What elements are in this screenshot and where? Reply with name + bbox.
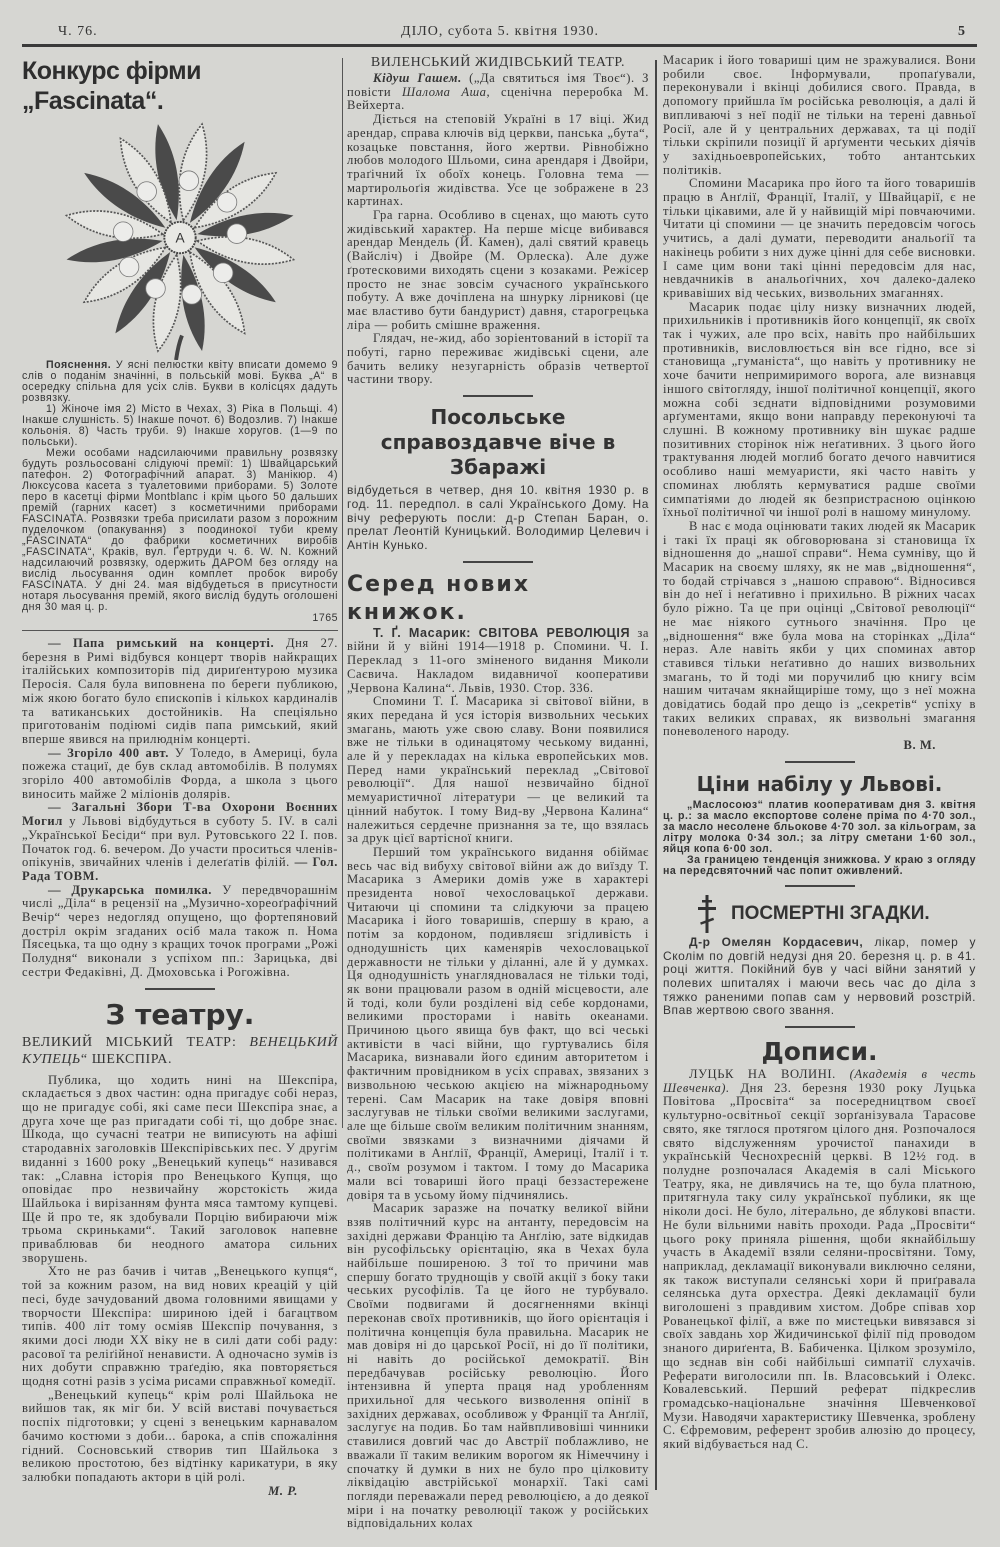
review-paragraph: Хто не раз бачив і читав „Венецького купця“, той за кожним разом, на вид нових креацій у цій песі, буде зачудований двома головними явищами у творчости Шекспіра: шириною ідей і багацтвом типів. 400 літ тому осміяв Шекспір почування, з якими досі люди XX віку не в силі дати собі раду: расової та реліґійної ненависти. А одночасно зумів із них добути справжню траґедію, яка повторяється щодня сотні разів з усіма рисами справжньої комедії. xyxy=(22,1264,338,1389)
review-paragraph: Перший том українського видання обіймає весь час від вибуху світової війни аж до виїзду Т. Масарика з Америки домів уже в характері президента нової чехословацької держави. Читаючи ці спомини та слідкуючи за працею Масарика і його товаришів, спершу в краю, а потім за кордоном, подивляєш згідливість і однодушність цих каменярів чехословацької державности не тільки у діланні, але й у думках. Ця однодушність унаглядновалася не тільки тоді, як вони працювали разом в одній місцевости, але й тоді, коли були розділені від себе кордонами, великими просторами і навіть океанами. Причиною цього явища був факт, що всі чеські активісти в часі війни, що гуртувались біля Масарика, визнавали його єдиним авторитетом і фактичним провідником в усіх справах, звязаних з визвольною чеською акцією на міжнародньому терені. Сам Масарик на таке довіря вповні заслугував не тільки своїми великими заслугами, але ще більше своїм великим політичним знанням, своїми звязками з визначними діячами й політиками в Анґлії, Франції, Америці, Італії і т. д., своїм розумом і тактом. І тому до Масарика мали всі товариші його праці беззастережене довіря та в усьому йому підчинялись. xyxy=(347,844,649,1202)
news-notes xyxy=(22,637,338,980)
section-rule xyxy=(463,395,533,397)
deceased-name: Д-р Омелян Кордасевич, xyxy=(689,934,864,949)
books-review xyxy=(347,627,649,1531)
contest-explanation xyxy=(22,360,338,624)
note-signature: — Гол. Рада ТОВМ. xyxy=(22,855,338,883)
column-2 xyxy=(347,54,649,1531)
obituary-text xyxy=(663,936,976,1018)
vilna-heading: ВИЛЕНСЬКИЙ ЖИДІВСЬКИЙ ТЕАТР. xyxy=(370,55,626,70)
veche-text: відбудеться в четвер, дня 10. квітня 1930 р. в год. 11. передпол. в салі Українського Дому. На вічу реферують посли: д-р Степан Баран, о. прелат Леонтій Куницький. Володимир Целевич і Антін Кунько. xyxy=(347,483,649,552)
contest-title: Конкурс фірми „Fascinata“. xyxy=(22,57,201,115)
section-rule xyxy=(22,630,338,631)
theatre-heading: З театру. xyxy=(105,997,255,1031)
obituary-header xyxy=(663,895,976,933)
note-text: У Толедо, в Америці, була пожежа стациї, де був склад автомобілів. В полумях згоріло 400 автомобілів Форда, а школа з цього виносить майже 2 міліонів долярів. xyxy=(22,745,339,801)
review-signature: М. Р. xyxy=(268,1483,298,1498)
prices-text xyxy=(663,800,976,877)
review-paragraph: Масарик і його товариші цим не зражувалися. Вони робили своє. Інформували, пропаґували, переконували і вкінці добилися свого. Правда, в допомогу прийшла їм російська революція, а далі й випливаючі з неї події не тільки на терені давньої Росії, але й у центральних державах, та ці події тільки скріпили позиції й арґументи чеських діячів у західньоевропейських, тобто антантських політиків. xyxy=(663,53,976,177)
section-rule xyxy=(785,761,855,763)
note-title: — Згоріло 400 авт. xyxy=(48,745,169,760)
note-text: у Львові відбудуться в суботу 5. IV. в салі „Української Бесіди“ при вул. Рутовського 22 I. пов. Початок год. 6. вечером. До участи проситься членів-опікунів, звичайних членів і делеґатів філій. xyxy=(22,814,338,870)
play-title: ВЕНЕЦЬКИЙ КУПЕЦЬ xyxy=(22,1034,338,1067)
note-item xyxy=(22,637,338,747)
note-title: — Папа римський на концерті. xyxy=(48,636,275,650)
note-title: — Загальні Збори Т-ва Охорони Воєнних Могил xyxy=(22,800,338,829)
review-paragraph: Спомини Т. Ґ. Масарика зі світової війни, в яких передана й уся історія визвольних чеських змагань, мають уже свою славу. Вони появилися вже не тільки в одинацятому чеському виданні, але й у перекладах на кілька европейських мов. Перед нами український переклад „Світової революції“. Для нашої незвичайно бідної мемуаристичної літератури — це великий та цінний набуток. І тому Вид-ву „Червона Калина“ належиться сердечне признання за те, що взялась за друк цієї вартісної книги. xyxy=(347,694,649,846)
column-divider xyxy=(655,60,657,1490)
explanation-lead: Пояснення. xyxy=(46,359,112,371)
prices-heading: Ціни набілу у Львові. xyxy=(696,771,943,796)
reports-text xyxy=(663,1068,976,1452)
flower-stem xyxy=(176,336,182,360)
play-title: Кідуш Гашем. xyxy=(373,71,462,85)
note-title: — Друкарська помилка. xyxy=(48,882,213,897)
report-body: Дня 23. березня 1930 року Луцька Повітова „Просвіта“ за посередництвом своєї культурно-освітньої секції зорґанізувала Тарасове свято, яке тяглося протягом цілого дня. Розпочалося свято відслуженням урочистої панахиди в українській Чеснохресній церкві. В 12½ год. в полудне розпочалася Академія в салі Міського Театру, яка, не дивлячись на те, що була платною, притягнула таку силу української публики, як ще ніколи досі. Не було, літерально, де яблукові впасти. Не були вільними навіть проходи. Рада „Просвіти“ цього року приняла рішення, щоби якнайбільшу участь в Академії взяли селяни-просвітяни. Тому, наприклад, декламації виконували виключно селяни, як також виступали селянські хори й приґравала селянська дута орхестра. Деякі декламації були виголошені з правдивим хистом. Добре співав хор Рованецької філії, а вже по мистецьки вивязався зі своїх завдань хор Жидичинської філії під проводом знаного дириґента, В. Бабиченка. Цілком зрозуміло, що зєднав він собі найбільші симпатії слухачів. Реферати виголосили пп. Ів. Власовський і Олекс. Ковалевський. Перший реферат підкреслив громадсько-національне значіння Шевченкової Музи. Наводячи характеристику Шевченка, зроблену С. Єфремовим, референт зробив алюзію до процесу, який відбувається над С. xyxy=(663,1080,976,1452)
note-item xyxy=(22,884,338,980)
report-subtitle: (Академія в честь Шевченка). xyxy=(663,1067,976,1095)
page-number: 5 xyxy=(958,24,966,39)
note-item xyxy=(22,801,338,883)
explanation-prizes: Межи особами надсилаючими правильну розвязку будуть розльосовані слідуючі премії: 1) Швайцарський патефон. 2) Фотографічний апарат. 3) Манікюр. 4) Люксусова касета з туалетовими приборами. 5) Золоте перо в касетці фірми Montblanc і крім цього 50 дальших премій (гарних касет) з косметичними приборами FASCINATA. Розвязки треба присилати разом з порожним пуделочком (опакування) з поодинокої туби крему „FASCINATA“ до фабрики косметичних виробів „FASCINATA“, Краків, вул. Ґертруди ч. 6. W. N. Кожний надсилаючий розвязку, одержить ДАРОМ без огляду на вислід льосування один комплет пробок виробу FASCINATA. У дні 24. мая відбудеться в присутности нотаря льосування премій, якого вислід будуть оголошені дня 30 мая ц. р. xyxy=(22,447,338,613)
masthead: ДІЛО, субота 5. квітня 1930. xyxy=(401,24,599,39)
section-rule xyxy=(145,988,215,990)
header-rule xyxy=(22,44,977,47)
play-info: („Да святиться імя Твоє“). З повісти xyxy=(347,71,649,99)
books-heading: Серед нових книжок. xyxy=(347,571,531,625)
review-paragraph: „Венецький купець“ крім ролі Шайльока не вийшов так, як міг би. У всій виставі почувається поспіх підготовки; у сцені з венецьким карнавалом бачимо костюми з доби... барока, а спів спожаління гідний. Сосновський створив тип Шайльока з великою простотою, без відтінку карикатури, в яку залюбки попадають актори в цій ролі. xyxy=(22,1387,338,1484)
explanation-text: У ясні пелюстки квіту вписати домемо 9 слів о поданім значінні, в польській мові. Буква „А“ в осередку спільна для усіх слів. Букви в колісцях дадуть розвязку. xyxy=(22,359,338,404)
review-paragraph: В нас є мода оцінювати таких людей як Масарик і такі їх праці як обговорювана зі становища їх відношення до „нашої справи“. Нема сумніву, що й Масарик на своєму шляху, як не мав „відношення“, то бодай стрічався з „нашою справою“. Відносився він до неї і неґативно і прихильно. В ріжних часах було ріжно. Та це при оцінці „Світової революції“ не має ніякого сутнього значіння. Про це „відношення“ вже була мова на сторінках „Діла“ нераз. Але навіть якби у цих споминах автор ставився тільки неґативно до наших визвольних змагань, то й тоді ми поручилиб цю книгу всім нашим читачам якнайщиріше тому, що з неї можна довідатись бодай про дещо із „секретів“ успіху в таких великих справах, як визвольні змагання поневоленого народу. xyxy=(663,518,976,739)
flower-illustration xyxy=(55,120,305,360)
theatre-name: ВЕЛИКИЙ МІСЬКИЙ ТЕАТР: xyxy=(22,1034,250,1050)
column-3 xyxy=(663,54,976,1452)
review-signature: В. М. xyxy=(903,738,936,753)
play-author: “ ШЕКСПІРА. xyxy=(80,1051,173,1067)
explanation-clues: 1) Жіноче імя 2) Місто в Чехах, 3) Ріка в Польщі. 4) Інакше слушність. 5) Інакше почот. 6) Водозлив. 7) Інакше кольонія. 8) Часть труби. 9) Інакше хоругов. (1—9 по польськи). xyxy=(22,403,338,448)
orthodox-cross-icon xyxy=(697,895,717,933)
column-1 xyxy=(22,54,338,1498)
section-rule xyxy=(785,885,855,887)
note-text: У передвчорашнім числі „Діла“ в рецензії на „Музично-хореоґрафічний Вечір“ через недогляд опущено, що фортепяновий достріл окрім згаданих осіб мала також п. Нома Пясецька, та що одну з кращих точок програми „Рожі Полудня“ виконали з успіхом пп.: Зарицька, дві сестри Федаківні, Д. Дмоховська і Рогожівна. xyxy=(22,882,339,979)
note-text: Дня 27. березня в Римі відбувся концерт творів найкращих італійських композиторів під дириґентурою музика Перосія. Саля була виповнена по береги публикою, між якою богато було єпископів і кількох кардиналів та ватиканських достойників. На спеціяльно приготованім подіюмі сидів папа римський, який вперше явився на прилюднім концерті. xyxy=(22,636,338,746)
play-author: Шалома Аша, xyxy=(401,84,491,99)
center-letter: A xyxy=(175,230,185,246)
theatre-subheading xyxy=(22,1034,338,1068)
obituary-body: лікар, помер у Сколім по довгій недузі дня 20. березня ц. р. в 41. році життя. Покійний був у часі війни занятий у полевих шпиталях і маючи весь час до діла з тяжко раненими попав сам у нервовий розстрій. Впав жертвою свого звання. xyxy=(663,934,976,1018)
books-review-continued xyxy=(663,54,976,753)
note-item xyxy=(22,747,338,802)
book-details: за війни й у війні 1914—1918 р. Спомини. Ч. І. Переклад з 11-ого зміненого видання Миколи Саєвича. Накладом видавничої кооперативи „Червона Калина“. Львів, 1930. Стор. 336. xyxy=(347,625,649,695)
section-rule xyxy=(463,561,533,563)
section-rule xyxy=(785,1026,855,1028)
review-paragraph: Спомини Масарика про його та його товаришів працю в Анґлії, Франції, Італії, у Швайцарії, є не тільки цікавими, але й у найвищій мірі повчаючими. Читати ці спомини — це значить передовсім чогось учитись, а далі думати, переводити анальоґії та накінець робити з них дуже цінні для себе висновки. І саме цим вони такі цінні передовсім для нас, невдачників в анальоґічних, хоч далеко-далеко кривавіших від чеських, визвольних змаганнях. xyxy=(663,176,976,300)
theatre-review xyxy=(22,1074,338,1499)
prices-paragraph: За границею тенденція знижкова. У краю з огляду на передсвяточний час попит оживлений. xyxy=(663,853,976,877)
review-paragraph: Публика, що ходить нині на Шекспіра, складається з двох частин: одна пригадує собі нераз, що не пригадує собі, які саме песи Шекспіра знає, а друга хоче ще раз пригадати собі ті, що добре знає. Шкода, що сучасні театри не виписують на афіші стародавніх заголовків Шекспірівських пес. У другім виданні з 1600 року „Венецький купець“ називався так: „Славна історія про Венецького Купця, що оповідає про незвичайну жорстокість жида Шайльока і вирізанням фунта мяса тамтому купцеві. Ще й про те, як здобували Порцію вибираючи між трьома скриньками“. Такий заголовок напевне приваблював би неодного аматора сильних зворушень. xyxy=(22,1072,338,1265)
article-paragraph: Гра гарна. Особливо в сценах, що мають суто жидівський характер. На перше місце вибивався арендар Мендель (Й. Камен), далі святий кравець (Вайсліч) і Двойре (М. Орлеска). Але дуже ґротесковими виходять сцени з козаками. Режісер просто не знає зовсім сучасного українського побуту. А вже дочіплена на шнурку лірникові (це має властиво бути бандурист) давня, старогрецька ліра — робить смішне враження. xyxy=(347,208,649,332)
play-info: сценічна переробка М. Вейхерта. xyxy=(347,84,649,113)
review-paragraph: Масарик подає цілу низку визначних людей, прихильників і противників його концепції, як своїх так і чужих, але про всіх, навіть про найбільших противників, висловлюється він все гідно, все зі становища „гуманіста“, що навіть у противнику не хоче бачити непримиримого ворога, але визнавця іншого світогляду, іншої політичної концепції, якого можна собі зєднати відповідними розумовими арґументами, якщо вони направду переконуючі та слушні. В кожному противнику він шукає радше позитивних сторінок ніж неґативних. З цього його трактування людей моглиб богато дечого навчитися особливо наші мемуаристи, які часто навіть у споминах люблять кермуватися радше своїми симпатіями до людей як безпристрасною оцінкою їхньої політичної чи іншої ролі в нашому минулому. xyxy=(663,299,976,520)
issue-number: Ч. 76. xyxy=(58,24,98,39)
review-paragraph: Масарик заразже на початку великої війни взяв політичний курс на антанту, передовсім на західні держави Францію та Анґлію, зате відкидав він русофільську орієнтацію, яка в Чехах була найбільше поширеною. З тої то причини мав спершу богато труднощів у своїй акції з боку таки чеських русофілів. Та це його не турбувало. Своїми подвигами й досягненнями вкінці переконав своїх противників, що його орієнтація і політична концепція була правильна. Масарик не мав довіря ні до царської Росії, ні до її політики, ні навіть до російської демократії. Він передбачував російську революцію. Його інтензивна й уперта праця над уробленням прихильної для чеського визволення опінії в західних державах, особливож у Франції та Анґлії, заслугує на подив. Бо там найвпливовіші чинники ставилися довгий час до Австрії поблажливо, не вважали її таким великим ворогом як Німеччину і спочатку й думки в них не було про цілковиту ліквідацію австрійської монархії. Такі самі погляди переважали перед революцією, а до деякої міри і на початку революції також у російських відповідальних колах xyxy=(347,1201,649,1531)
obituary-heading: ПОСМЕРТНІ ЗГАДКИ. xyxy=(731,902,930,924)
reports-heading: Дописи. xyxy=(761,1037,878,1067)
article-paragraph: Діється на степовій Україні в 17 віці. Жид арендар, справа ключів від церкви, панська „бута“, козацьке повстання, його жертви. Рівнобіжно любов молодого Шльоми, сина арендаря і Двойри, траґічний їх обоїх конець. Головна тема — мартирольоґія жидівства. Усе це зображене в 23 картинах. xyxy=(347,112,649,209)
article-paragraph: Глядач, не-жид, або зоріентований в історії та побуті, гарно переживає жидівські сцени, але бачить велику незугарність образів четвертої частини твору. xyxy=(347,331,649,387)
book-title: Т. Ґ. Масарик: СВІТОВА РЕВОЛЮЦІЯ xyxy=(373,625,631,640)
report-place: ЛУЦЬК НА ВОЛИНІ. xyxy=(689,1067,836,1082)
vilna-theatre-article xyxy=(347,54,649,387)
ad-code: 1765 xyxy=(312,612,338,624)
veche-heading: Посольське справоздавче віче в Збаражі xyxy=(380,405,616,480)
column-divider xyxy=(342,58,343,1128)
prices-paragraph: „Маслосоюз“ платив кооперативам дня 3. квітня ц. р.: за масло експортове солене пріма по 4·70 зол., за масло несолене бльокове 4·70 зол. за кільограм, за літру молока 0·34 зол.; за літру сметани 1·60 зол., яйця копа 6·00 зол. xyxy=(663,798,976,855)
